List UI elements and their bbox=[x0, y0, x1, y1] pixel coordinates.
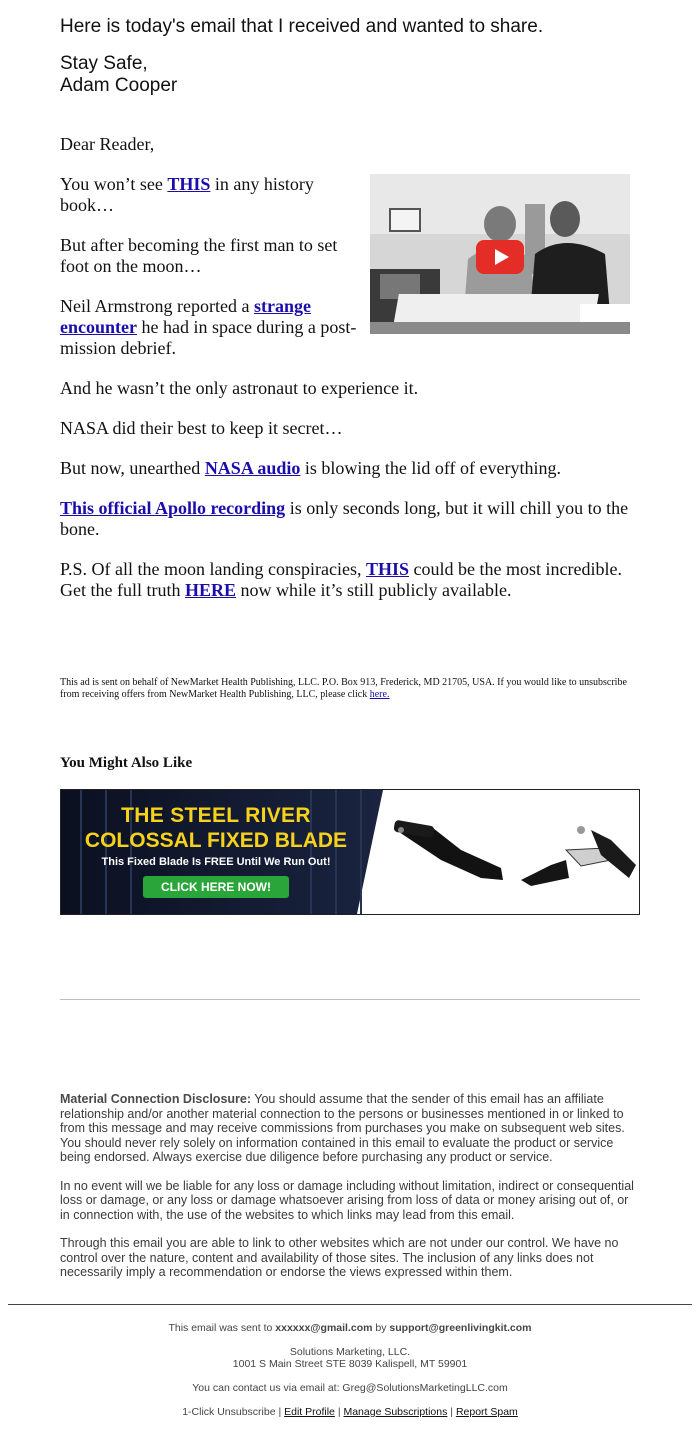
paragraph-2: But after becoming the first man to set foot on the moon… bbox=[60, 235, 338, 276]
separator: | bbox=[334, 1406, 344, 1418]
separator: | bbox=[275, 1406, 285, 1418]
footer-divider bbox=[8, 1304, 692, 1305]
knife-ad-banner[interactable] bbox=[60, 789, 640, 915]
you-might-also-like-heading: You Might Also Like bbox=[60, 755, 193, 771]
manage-subscriptions-link[interactable]: Manage Subscriptions bbox=[343, 1406, 448, 1418]
report-spam-link[interactable]: Report Spam bbox=[455, 1406, 518, 1418]
strange-encounter-link[interactable]: strange encounter bbox=[60, 296, 311, 337]
footer-links bbox=[0, 1406, 700, 1418]
intro-line: Here is today's email that I received and wanted to share. bbox=[60, 16, 544, 37]
edit-profile-link[interactable]: Edit Profile bbox=[284, 1406, 335, 1418]
paragraph-ps bbox=[60, 559, 640, 601]
nasa-audio-link[interactable]: NASA audio bbox=[204, 458, 301, 478]
paragraph-6 bbox=[60, 458, 640, 479]
text: by bbox=[372, 1322, 390, 1334]
text: You should assume that the sender of this email has an affiliate relationship and/or another material connection to the persons or businesses mentioned in or linked to from this message and may receive commissions from purchases you make on subsequent web sites. You should never rely solely on information contained in this email to evaluate the product or service being endorsed. Always exercise due diligence before purchasing any product or service. bbox=[60, 1092, 625, 1164]
company-block bbox=[0, 1346, 700, 1370]
text: Neil Armstrong reported a bbox=[60, 296, 254, 316]
here-link[interactable]: HERE bbox=[184, 580, 236, 600]
text: This email was sent to bbox=[168, 1322, 276, 1334]
knife-image-2 bbox=[521, 826, 636, 886]
sent-to-line bbox=[0, 1322, 700, 1334]
unsubscribe-here-link[interactable]: here. bbox=[369, 689, 390, 700]
text: now while it’s still publicly available. bbox=[236, 580, 512, 600]
text: is only seconds long, but it will chill you to the bone. bbox=[60, 498, 629, 539]
ad-notice-text: This ad is sent on behalf of NewMarket Health Publishing, LLC. P.O. Box 913, Frederick, MD 21705, USA. If you would like to unsubscribe from receiving offers from NewMarket Health Publishing, LLC, please click bbox=[60, 677, 627, 700]
knife-image-1 bbox=[393, 820, 503, 880]
text: But now, unearthed bbox=[60, 458, 205, 478]
disclosure-paragraph-2: In no event will we be liable for any loss or damage including without limitation, indirect or consequential loss or damage, or any loss or damage whatsoever arising from loss of data or money arising out of, or in connection with, the use of the websites to which links may lead from this email. bbox=[60, 1178, 634, 1222]
this-link-1[interactable]: THIS bbox=[167, 174, 211, 194]
sender-email: support@greenlivingkit.com bbox=[389, 1322, 532, 1334]
footer bbox=[0, 1322, 700, 1430]
text: P.S. Of all the moon landing conspiracies, bbox=[60, 559, 366, 579]
text: You won’t see bbox=[60, 174, 168, 194]
sender-name: Adam Cooper bbox=[60, 75, 178, 96]
disclosure-paragraph-3: Through this email you are able to link to other websites which are not under our control. We have no control over the nature, content and availability of those sites. The inclusion of any links does not necessarily imply a recommendation or endorse the views expressed within them. bbox=[60, 1236, 619, 1279]
play-icon[interactable] bbox=[476, 240, 524, 274]
this-link-2[interactable]: THIS bbox=[365, 559, 409, 579]
recipient-email: xxxxxx@gmail.com bbox=[275, 1322, 373, 1334]
company-address: 1001 S Main Street STE 8039 Kalispell, MT 59901 bbox=[232, 1358, 468, 1370]
greeting: Dear Reader, bbox=[60, 134, 155, 154]
separator: | bbox=[447, 1406, 456, 1418]
paragraph-7 bbox=[60, 498, 640, 540]
video-thumbnail[interactable] bbox=[370, 174, 630, 334]
banner-title-2: COLOSSAL FIXED BLADE bbox=[84, 829, 348, 852]
one-click-unsubscribe[interactable]: 1-Click Unsubscribe bbox=[182, 1406, 276, 1418]
company-name: Solutions Marketing, LLC. bbox=[289, 1346, 411, 1358]
text: in any history book… bbox=[60, 174, 314, 215]
banner-title-1: THE STEEL RIVER bbox=[121, 804, 311, 827]
intro-block bbox=[60, 16, 660, 97]
paragraph-3 bbox=[60, 296, 360, 359]
paragraph-4: And he wasn’t the only astronaut to experience it. bbox=[60, 378, 419, 398]
apollo-recording-link[interactable]: This official Apollo recording bbox=[60, 498, 286, 518]
text: could be the most incredible. Get the full truth bbox=[60, 559, 622, 600]
paragraph-5: NASA did their best to keep it secret… bbox=[60, 418, 343, 438]
signoff: Stay Safe, bbox=[60, 53, 148, 74]
ad-notice bbox=[60, 677, 640, 701]
banner-subtitle: This Fixed Blade Is FREE Until We Run Out! bbox=[101, 856, 331, 868]
text: he had in space during a post-mission debrief. bbox=[60, 317, 357, 358]
disclosure-label: Material Connection Disclosure: bbox=[60, 1092, 252, 1106]
banner-cta-button[interactable]: CLICK HERE NOW! bbox=[161, 880, 271, 894]
disclosure bbox=[60, 1092, 640, 1294]
divider bbox=[60, 999, 640, 1000]
paragraph-1 bbox=[60, 174, 360, 216]
contact-line: You can contact us via email at: Greg@SolutionsMarketingLLC.com bbox=[192, 1382, 508, 1394]
text: is blowing the lid off of everything. bbox=[300, 458, 561, 478]
disclosure-paragraph-1 bbox=[60, 1092, 640, 1165]
